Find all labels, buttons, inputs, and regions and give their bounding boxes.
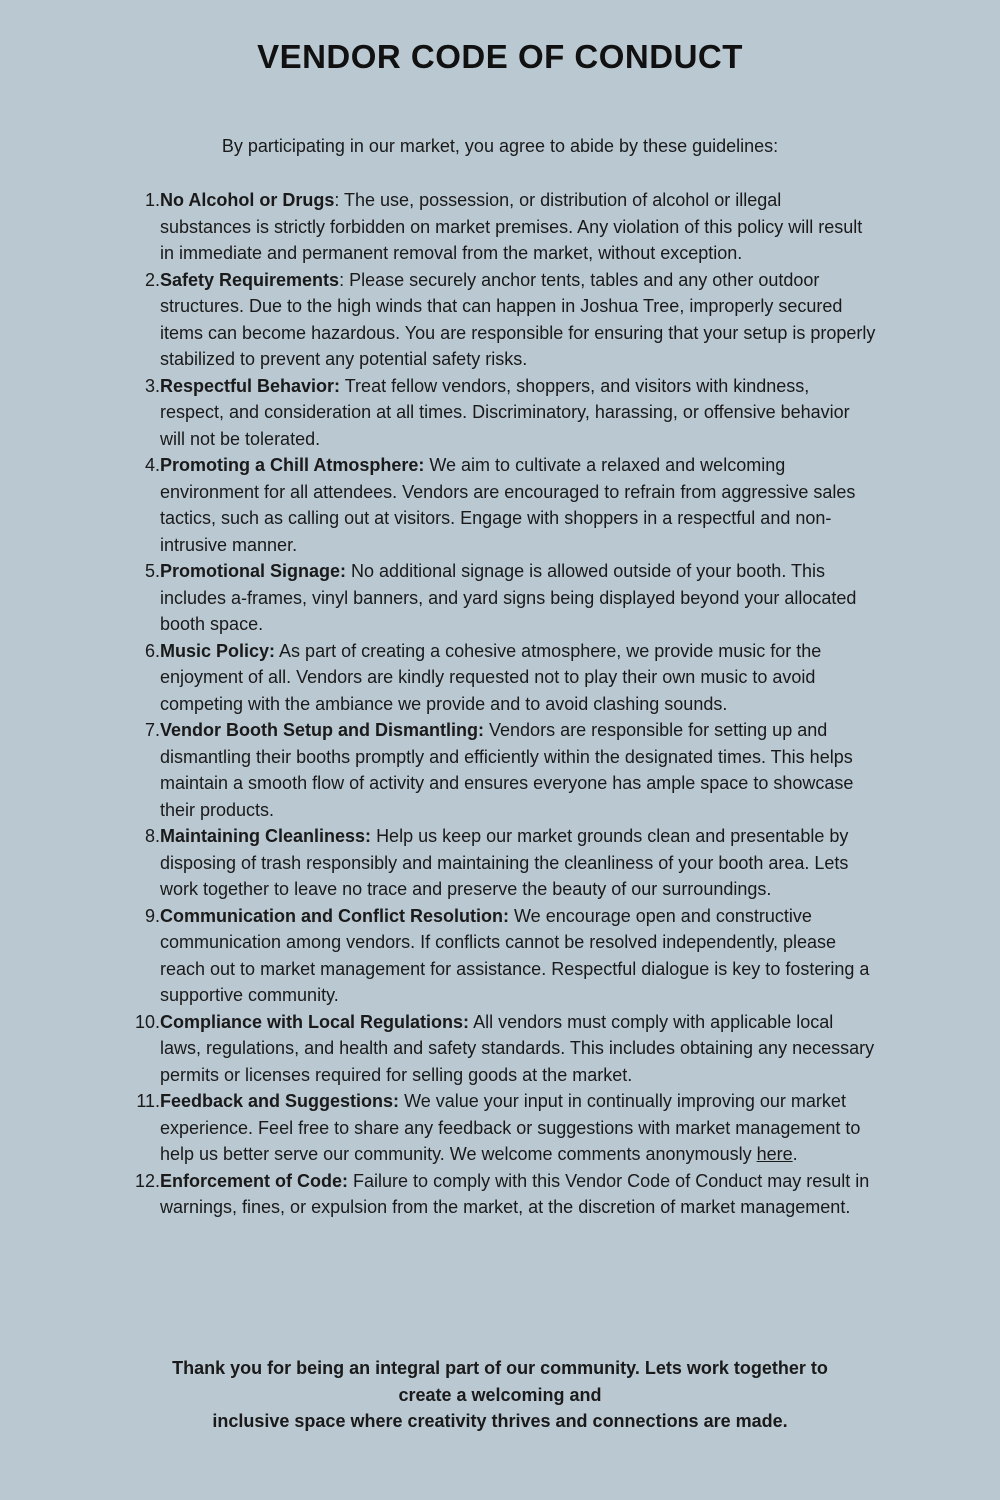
rule-item	[134, 1168, 876, 1221]
rule-title: Safety Requirements	[160, 269, 340, 290]
rule-title: Compliance with Local Regulations:	[160, 1011, 470, 1032]
rule-text: Help us keep our market grounds clean and presentable by disposing of trash responsibly and maintaining the cleanliness of your booth area. Lets work together to leave no trace and preserve the beauty of our surroundings.	[160, 826, 849, 899]
rule-item	[144, 903, 876, 1009]
closing-message	[150, 1355, 850, 1435]
rule-item	[144, 452, 876, 558]
rule-number: 3.	[144, 375, 160, 396]
rule-text: We value your input in continually improving our market experience. Feel free to share any feedback or suggestions with market management to help us better serve our community. We welcome comments anonymously	[160, 1091, 861, 1164]
rule-item	[144, 373, 876, 453]
rule-title: Feedback and Suggestions:	[160, 1091, 400, 1111]
rule-title: Respectful Behavior:	[160, 375, 341, 396]
rule-separator: :	[339, 269, 350, 290]
rule-number: 1.	[144, 190, 160, 210]
rule-item	[144, 187, 876, 267]
rule-title: Vendor Booth Setup and Dismantling:	[160, 720, 484, 740]
rule-separator: :	[334, 190, 345, 210]
rule-text: We aim to cultivate a relaxed and welcoming environment for all attendees. Vendors are encouraged to refrain from aggressive sales tactics, such as calling out at visitors. Engage with shoppers in a respectful and non-intrusive manner.	[160, 455, 856, 555]
rule-text: Please securely anchor tents, tables and any other outdoor structures. Due to the high winds that can happen in Joshua Tree, improperly secured items can become hazardous. You are responsible for ensuring that your setup is properly stabilized to prevent any potential safety risks.	[160, 269, 876, 369]
rule-number: 10.	[134, 1011, 160, 1032]
rule-text: No additional signage is allowed outside of your booth. This includes a-frames, vinyl banners, and yard signs being displayed beyond your allocated booth space.	[160, 561, 857, 634]
rule-text: The use, possession, or distribution of alcohol or illegal substances is strictly forbidden on market premises. Any violation of this policy will result in immediate and permanent removal from the market, without exception.	[160, 190, 863, 263]
anonymous-feedback-link[interactable]: here	[756, 1144, 793, 1164]
rule-item	[134, 1009, 876, 1089]
rule-title: Maintaining Cleanliness:	[160, 826, 372, 846]
rule-number: 2.	[144, 269, 160, 290]
rule-title: Music Policy:	[160, 640, 276, 661]
rules-list	[134, 187, 876, 1221]
rule-item	[144, 717, 876, 823]
rule-number: 4.	[144, 455, 160, 475]
rule-text: Vendors are responsible for setting up and dismantling their booths promptly and efficiently within the designated times. This helps maintain a smooth flow of activity and ensures everyone has ample space to showcase their products.	[160, 720, 854, 820]
closing-line-1: Thank you for being an integral part of our community. Lets work together to create a welcoming and	[172, 1358, 828, 1405]
rule-title: Enforcement of Code:	[160, 1170, 349, 1191]
rule-item	[144, 267, 876, 373]
rule-text: We encourage open and constructive communication among vendors. If conflicts cannot be resolved independently, please reach out to market management for assistance. Respectful dialogue is key to fostering a supportive community.	[160, 905, 870, 1005]
rule-number: 11.	[136, 1091, 160, 1111]
rule-text: All vendors must comply with applicable local laws, regulations, and health and safety standards. This includes obtaining any necessary permits or licenses required for selling goods at the market.	[160, 1011, 875, 1085]
rule-title: No Alcohol or Drugs	[160, 190, 335, 210]
rule-number: 12.	[134, 1170, 160, 1191]
rule-title: Communication and Conflict Resolution:	[160, 905, 509, 926]
rule-number: 8.	[144, 826, 160, 846]
rule-item	[144, 638, 876, 718]
rule-number: 9.	[144, 905, 160, 926]
rule-text: As part of creating a cohesive atmosphere, we provide music for the enjoyment of all. Vendors are kindly requested not to play their own music to avoid competing with the ambiance we provide and to avoid clashing sounds.	[160, 640, 822, 714]
rule-number: 6.	[144, 640, 160, 661]
rule-title: Promotional Signage:	[160, 561, 347, 581]
rule-text: Failure to comply with this Vendor Code of Conduct may result in warnings, fines, or expulsion from the market, at the discretion of market management.	[160, 1170, 870, 1217]
closing-line-2: inclusive space where creativity thrives and connections are made.	[212, 1411, 788, 1431]
rule-item	[144, 558, 876, 638]
rule-title: Promoting a Chill Atmosphere:	[160, 455, 425, 475]
rule-number: 7.	[144, 720, 160, 740]
rule-text: Treat fellow vendors, shoppers, and visitors with kindness, respect, and consideration at all times. Discriminatory, harassing, or offensive behavior will not be tolerated.	[160, 375, 850, 449]
rule-text-end: .	[792, 1144, 798, 1164]
rule-item	[144, 823, 876, 903]
intro-text: By participating in our market, you agree to abide by these guidelines:	[221, 136, 779, 156]
rule-number: 5.	[144, 561, 160, 581]
page-title: VENDOR CODE OF CONDUCT	[257, 38, 743, 75]
rule-item	[136, 1088, 876, 1168]
